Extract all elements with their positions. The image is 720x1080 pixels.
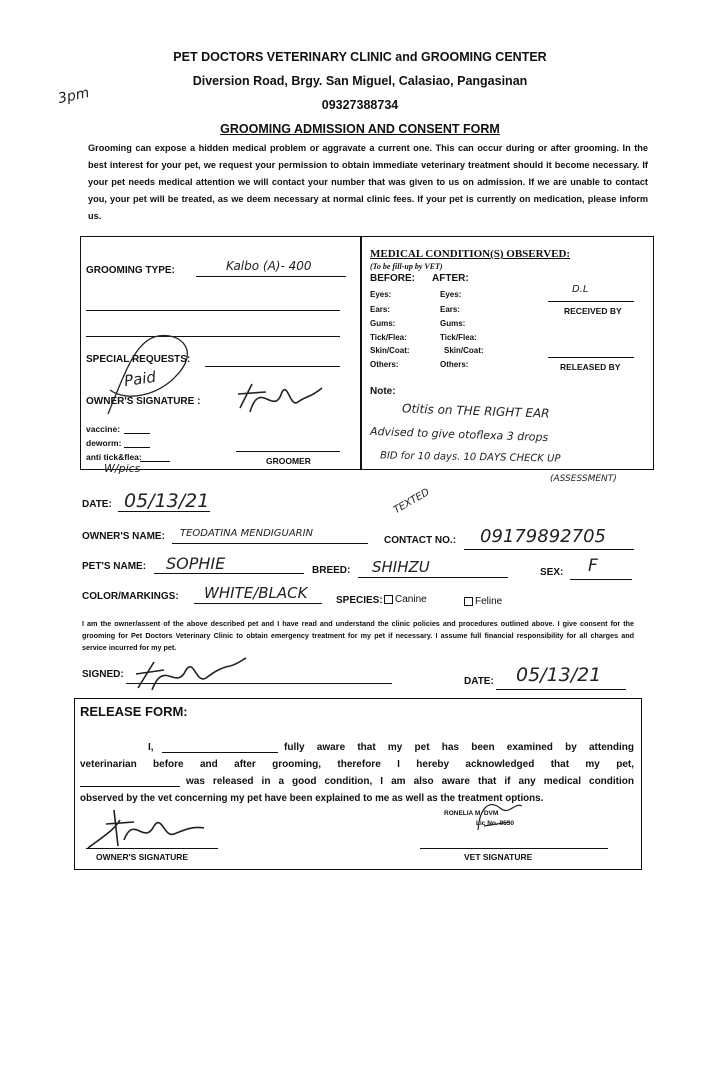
special-requests-label: SPECIAL REQUESTS:	[86, 354, 191, 365]
before-others: Others:	[370, 360, 399, 369]
release-text-2: veterinarian before and after grooming, therefore I hereby acknowledged that my pet,	[80, 759, 634, 770]
vet-signature-line	[420, 848, 608, 849]
after-tick: Tick/Flea:	[440, 333, 477, 342]
release-title: RELEASE FORM:	[80, 704, 188, 719]
sex-value: F	[588, 556, 598, 576]
after-others: Others:	[440, 360, 469, 369]
release-owner-signature-line	[86, 848, 218, 849]
form-title: GROOMING ADMISSION AND CONSENT FORM	[220, 122, 500, 136]
note-line-3: BID for 10 days. 10 DAYS CHECK UP	[379, 450, 561, 465]
before-tick: Tick/Flea:	[370, 333, 407, 342]
note-line-2: Advised to give otoflexa 3 drops	[369, 424, 549, 445]
color-label: COLOR/MARKINGS:	[82, 591, 179, 602]
vaccine-label: vaccine:	[86, 424, 121, 434]
before-gums: Gums:	[370, 319, 396, 328]
intro-text: Grooming can expose a hidden medical problem or aggravate a current one. This can occur during or after grooming. In the best interest for your pet, we request your permission to obtain immediate veterinary treatment should it become necessary. If your pet needs medical attention we will contact your number that was given to us on admission. If we are unable to contact you, your pet will be treated, as we deem necessary at normal clinic fees. If your pet is currently on medication, please inform us.	[88, 143, 648, 221]
medical-subtitle: (To be fill-up by VET)	[370, 262, 443, 271]
contact-label: CONTACT NO.:	[384, 535, 457, 546]
after-gums: Gums:	[440, 319, 466, 328]
note-line-1: Otitis on THE RIGHT EAR	[401, 401, 550, 421]
deworm-label: deworm:	[86, 438, 122, 448]
canine-label: Canine	[395, 594, 427, 605]
owner-name-line	[172, 543, 368, 544]
contact-value: 09179892705	[480, 526, 606, 547]
groomer-line	[236, 451, 340, 452]
breed-label: BREED:	[312, 565, 351, 576]
groomer-label: GROOMER	[266, 456, 311, 466]
date-value: 05/13/21	[124, 490, 210, 512]
breed-value: SHIHZU	[372, 558, 430, 576]
release-owner-signature-label: OWNER'S SIGNATURE	[96, 852, 189, 862]
feline-label: Feline	[475, 596, 503, 607]
paid-note: Paid	[122, 367, 158, 391]
paid-circle	[96, 330, 206, 420]
released-label: RELEASED BY	[560, 362, 621, 372]
breed-line	[358, 577, 508, 578]
received-value: D.L	[572, 284, 589, 295]
species-canine-option[interactable]	[384, 594, 427, 605]
release-text-3: was released in a good condition, I am also aware that if any medical condition	[186, 776, 634, 787]
release-text-4: observed by the vet concerning my pet have been explained to me as well as the treatment options.	[80, 793, 544, 804]
consent-date-line	[496, 689, 626, 690]
grooming-type-value: Kalbo (A)- 400	[226, 259, 312, 273]
before-label: BEFORE:	[370, 273, 415, 284]
consent-date-label: DATE:	[464, 676, 494, 687]
margin-note: 3pm	[56, 84, 91, 108]
feline-checkbox[interactable]	[464, 597, 473, 606]
owner-name-label: OWNER'S NAME:	[82, 531, 165, 542]
owner-signature-label: OWNER'S SIGNATURE :	[86, 396, 201, 407]
color-value: WHITE/BLACK	[204, 584, 308, 602]
vet-signature-label: VET SIGNATURE	[464, 852, 533, 862]
vet-stamp: RONELIA M. DVM	[444, 810, 499, 817]
release-owner-line	[162, 752, 278, 753]
signed-label: SIGNED:	[82, 669, 124, 680]
after-skin: Skin/Coat:	[444, 346, 484, 355]
before-ears: Ears:	[370, 305, 391, 314]
medical-title: MEDICAL CONDITION(S) OBSERVED:	[370, 248, 571, 260]
consent-date-value: 05/13/21	[516, 664, 602, 686]
release-i-label: I,	[148, 742, 154, 753]
color-line	[194, 603, 322, 604]
below-note: W/pics	[104, 462, 141, 475]
texted-note: TEXTED	[391, 486, 432, 517]
contact-line	[464, 549, 634, 550]
vet-signature-scribble	[470, 796, 530, 836]
release-pet-line	[80, 786, 180, 787]
box-divider	[360, 236, 362, 470]
canine-checkbox[interactable]	[384, 595, 393, 604]
anti-tick-line	[140, 461, 170, 462]
pet-name-value: SOPHIE	[166, 554, 226, 573]
consent-text: I am the owner/assent of the above described pet and I have read and understand the clinic policies and procedures outlined above. I give consent for the grooming for Pet Doctors Veterinary Clinic to obtain emergency treatment for my pet if necessary. I assume full financial responsibility for all charges and service incurred for my pet.	[82, 619, 634, 652]
deworm-line	[124, 447, 150, 448]
anti-tick-label: anti tick&flea:	[86, 452, 142, 462]
owner-name-value: TEODATINA MENDIGUARIN	[180, 528, 314, 539]
released-line	[548, 357, 634, 358]
date-label: DATE:	[82, 499, 112, 510]
clinic-address: Diversion Road, Brgy. San Miguel, Calasiao, Pangasinan	[192, 74, 528, 88]
grooming-type-label: GROOMING TYPE:	[86, 265, 175, 276]
blank-line-1	[86, 310, 340, 311]
after-label: AFTER:	[432, 273, 469, 284]
note-label: Note:	[370, 386, 396, 397]
after-ears: Ears:	[440, 305, 461, 314]
clinic-name: PET DOCTORS VETERINARY CLINIC and GROOMING CENTER	[173, 50, 547, 64]
received-label: RECEIVED BY	[564, 306, 622, 316]
note-line-4: (ASSESSMENT)	[550, 474, 617, 484]
before-skin: Skin/Coat:	[370, 346, 410, 355]
consent-signature-scribble	[130, 654, 250, 694]
pet-name-line	[154, 573, 304, 574]
vaccine-line	[124, 433, 150, 434]
vet-license: Lic No. 9550	[476, 820, 514, 827]
special-requests-line	[205, 366, 340, 367]
clinic-phone: 09327388734	[321, 98, 399, 112]
owner-signature-scribble-1	[230, 378, 330, 418]
received-line	[548, 301, 634, 302]
before-eyes: Eyes:	[370, 290, 392, 299]
species-feline-option[interactable]	[464, 596, 502, 607]
release-text-1: fully aware that my pet has been examined by attending	[284, 742, 634, 753]
species-label: SPECIES:	[336, 595, 383, 606]
pet-name-label: PET'S NAME:	[82, 561, 147, 572]
grooming-type-line	[196, 276, 346, 277]
release-owner-signature-scribble	[84, 806, 214, 852]
sex-line	[570, 579, 632, 580]
after-eyes: Eyes:	[440, 290, 462, 299]
sex-label: SEX:	[540, 567, 564, 578]
